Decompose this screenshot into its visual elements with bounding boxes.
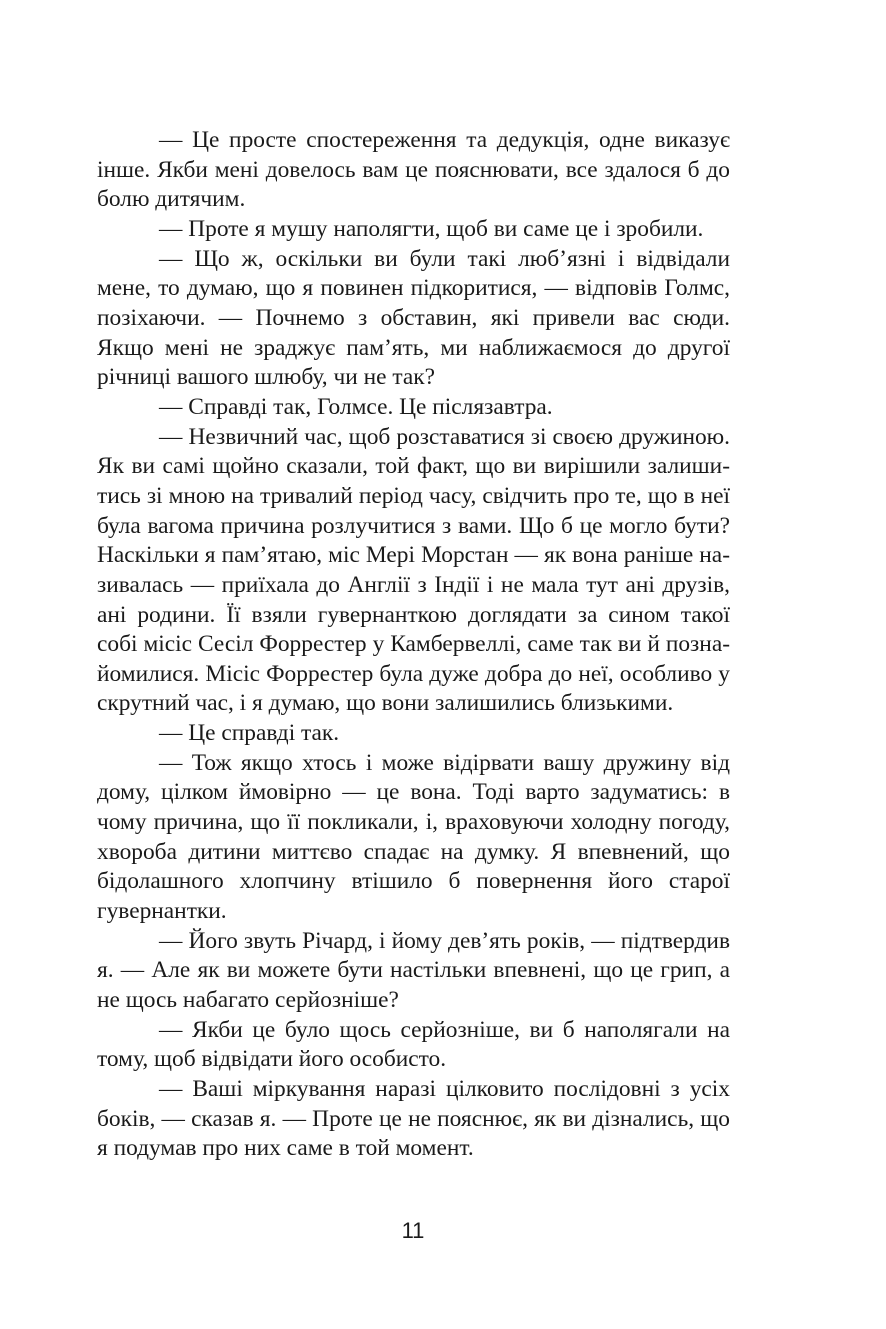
body-text (97, 126, 730, 1164)
paragraph: — Це просте спостереження та дедукція, одне виказує інше. Якби мені довелось вам це пояснювати, все здалося б до болю дитячим. (97, 127, 730, 213)
paragraph: — Це справді так. (159, 720, 340, 747)
paragraph: — Що ж, оскільки ви були такі люб’язні і відвідали мене, то думаю, що я повинен підкоритися, — відповів Голмс, позіхаючи. — Почнемо з обставин, які привели вас сюди. Якщо мені не зраджує пам’ять, ми наближаємося до другої річниці вашого шлюбу, чи не так? (97, 245, 730, 391)
paragraph: — Його звуть Річард, і йому дев’ять років, — підтвердив я. — Але як ви можете бути настільки впевнені, що це грип, а не щось набагато серйозніше? (97, 927, 730, 1014)
paragraph: — Незвичний час, щоб розставатися зі своєю дружиною. Як ви самі щойно сказали, той факт, що ви вирішили залишитись зі мною на тривалий період часу, свідчить про те, що в неї була вагома причина розлучитися з вами. Що б це могло бути? Наскільки я пам’ятаю, міс Мері Морстан — як вона раніше називалась — приїхала до Англії з Індії і не мала тут ані друзів, ані родини. Її взяли гувернанткою доглядати за сином такої собі місіс Сесіл Форрестер у Камбервеллі, саме так ви й познайомилися. Місіс Форрестер була дуже добра до неї, особливо у скрутний час, і я думаю, що вони залишились близькими. (97, 423, 730, 717)
paragraph: — Якби це було щось серйозніше, ви б наполягали на тому, щоб відвідати його особисто. (97, 1016, 730, 1073)
paragraph: — Проте я мушу наполягти, щоб ви саме це і зробили. (159, 215, 704, 242)
paragraph: — Тож якщо хтось і може відірвати вашу дружину від дому, цілком ймовірно — це вона. Тоді варто задуматись: в чому причина, що її покликали, і, враховуючи холодну погоду, хвороба дитини миттєво спадає на думку. Я впевнений, що бідолашного хлопчину втішило б повернення його старої гувернантки. (97, 749, 730, 925)
paragraph: — Ваші міркування наразі цілковито послідовні з усіх боків, — сказав я. — Проте це не пояснює, як ви дізнались, що я подумав про них саме в той момент. (97, 1076, 730, 1162)
page-number: 11 (401, 1218, 425, 1243)
paragraph: — Справді так, Голмсе. Це післязавтра. (159, 393, 553, 420)
